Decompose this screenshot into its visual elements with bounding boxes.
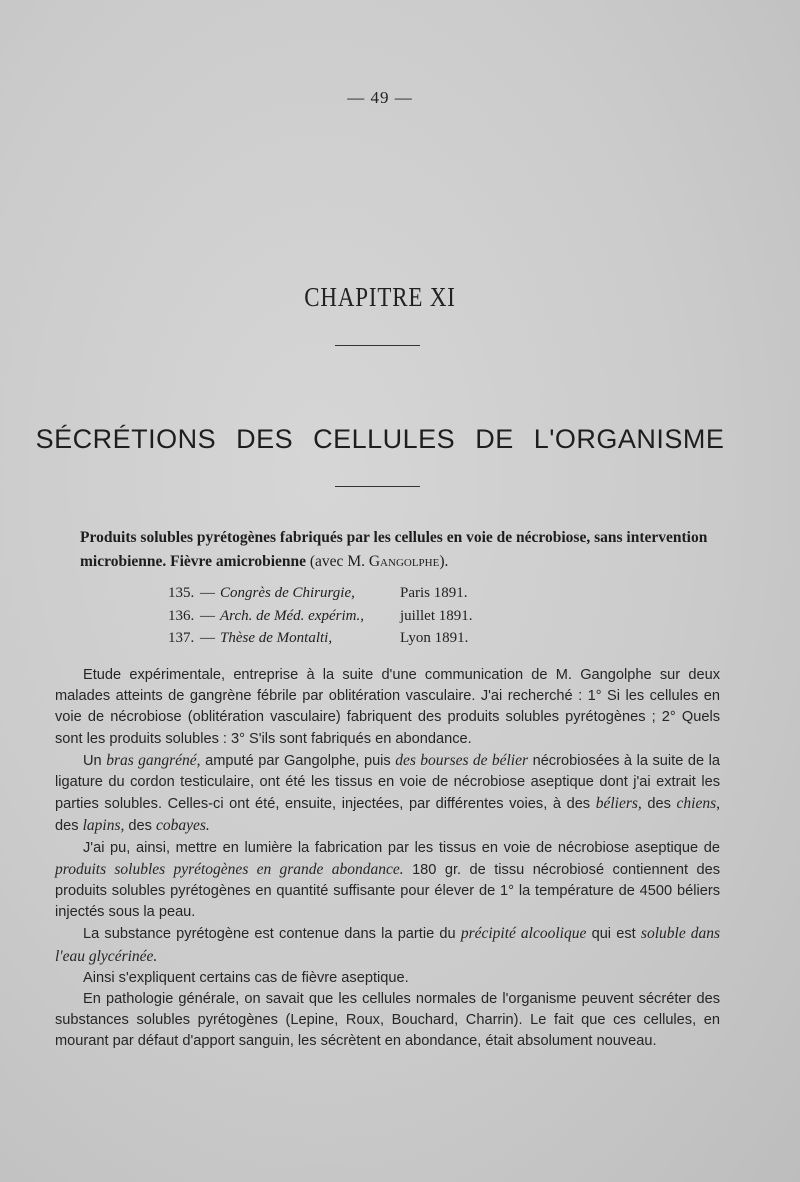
- text-run: 180 gr. de tissu nécrobiosé contiennent des produits solubles pyrétogènes en quantité suffisante pour élever de 1° la température de 4500 béliers injectés sous la peau.: [55, 861, 720, 921]
- italic-run: produits solubles pyrétogènes en grande abondance.: [55, 860, 404, 878]
- italic-run: béliers,: [595, 795, 642, 813]
- italic-run: chiens,: [676, 795, 720, 813]
- italic-run: lapins,: [82, 817, 125, 835]
- italic-run: bras gangréné,: [106, 751, 201, 769]
- text-run: J'ai pu, ainsi, mettre en lumière la fabrication par les tissus en voie de nécrobiose aseptique de: [83, 839, 720, 856]
- reference-list: [168, 582, 548, 650]
- reference-item: [168, 582, 548, 605]
- text-run: La substance pyrétogène est contenue dans la partie du: [83, 926, 461, 943]
- paragraph-5: Ainsi s'expliquent certains cas de fièvre aseptique.: [83, 969, 409, 986]
- section-subtitle: [80, 526, 730, 574]
- reference-dash: —: [200, 585, 215, 601]
- subtitle-bold: Produits solubles pyrétogènes fabriqués par les cellules en voie de nécrobiose, sans intervention microbienne. Fièvre amicrobienne: [80, 529, 708, 570]
- paragraph-1: Etude expérimentale, entreprise à la suite d'une communication de M. Gangolphe sur deux malades atteints de gangrène fébrile par oblitération vasculaire. J'ai recherché : 1° Si les cellules en voie de nécrobiose (oblitération vasculaire) fabriquent des produits solubles pyrétogènes ; 2° Quels sont les produits solubles : 3° S'ils sont fabriqués en abondance.: [55, 667, 720, 747]
- reference-date: Lyon 1891.: [400, 630, 469, 646]
- divider-bottom: [335, 486, 420, 487]
- reference-item: [168, 605, 548, 628]
- paragraph-6: En pathologie générale, on savait que les cellules normales de l'organisme peuvent sécréter des substances solubles pyrétogènes (Lepine, Roux, Bouchard, Charrin). Le fait que ces cellules, en mourant par défaut d'apport sanguin, les sécrètent en abondance, était absolument nouveau.: [55, 991, 720, 1050]
- chapter-heading: CHAPITRE XI: [304, 282, 456, 312]
- reference-source: Arch. de Méd. expérim.,: [220, 607, 364, 624]
- reference-dash: —: [200, 630, 215, 646]
- text-run: amputé par Gangolphe, puis: [200, 752, 396, 769]
- text-run: des: [124, 818, 157, 835]
- reference-number: 136.: [168, 607, 195, 624]
- italic-run: des bourses de bélier: [395, 751, 529, 769]
- page-number: — 49 —: [347, 88, 413, 107]
- reference-number: 135.: [168, 585, 195, 601]
- subtitle-normal: (avec M.: [306, 553, 369, 570]
- reference-source: Thèse de Montalti,: [220, 630, 333, 646]
- reference-number: 137.: [168, 630, 195, 646]
- text-run: nécrobiosées à la suite de la ligature du cordon testiculaire, ont été les tissus en voie de nécrobiose aseptique dont j'ai extrait les parties solubles. Celles-ci ont été, ensuite, injectées, par différentes voies, à des: [55, 752, 720, 813]
- section-title: SÉCRÉTIONS DES CELLULES DE L'ORGANISME: [35, 424, 725, 454]
- text-run: Un: [83, 752, 107, 769]
- reference-dash: —: [200, 607, 215, 624]
- text-run: qui est: [586, 926, 641, 943]
- italic-run: précipité alcoolique: [460, 925, 587, 943]
- reference-item: [168, 627, 548, 650]
- italic-run: soluble dans l'eau glycérinée.: [55, 925, 720, 965]
- reference-date: juillet 1891.: [400, 607, 473, 624]
- italic-run: cobayes.: [156, 817, 210, 835]
- reference-source: Congrès de Chirurgie,: [220, 585, 355, 601]
- paragraph-3: [55, 838, 720, 924]
- text-run: des: [55, 818, 83, 835]
- subtitle-close: ).: [439, 553, 449, 570]
- divider-top: [335, 345, 420, 346]
- reference-date: Paris 1891.: [400, 585, 468, 601]
- subtitle-author: Gangolphe: [368, 553, 440, 570]
- body-text: [55, 665, 720, 1053]
- paragraph-2: [55, 750, 720, 838]
- paragraph-4: [55, 923, 720, 967]
- text-run: des: [641, 796, 677, 813]
